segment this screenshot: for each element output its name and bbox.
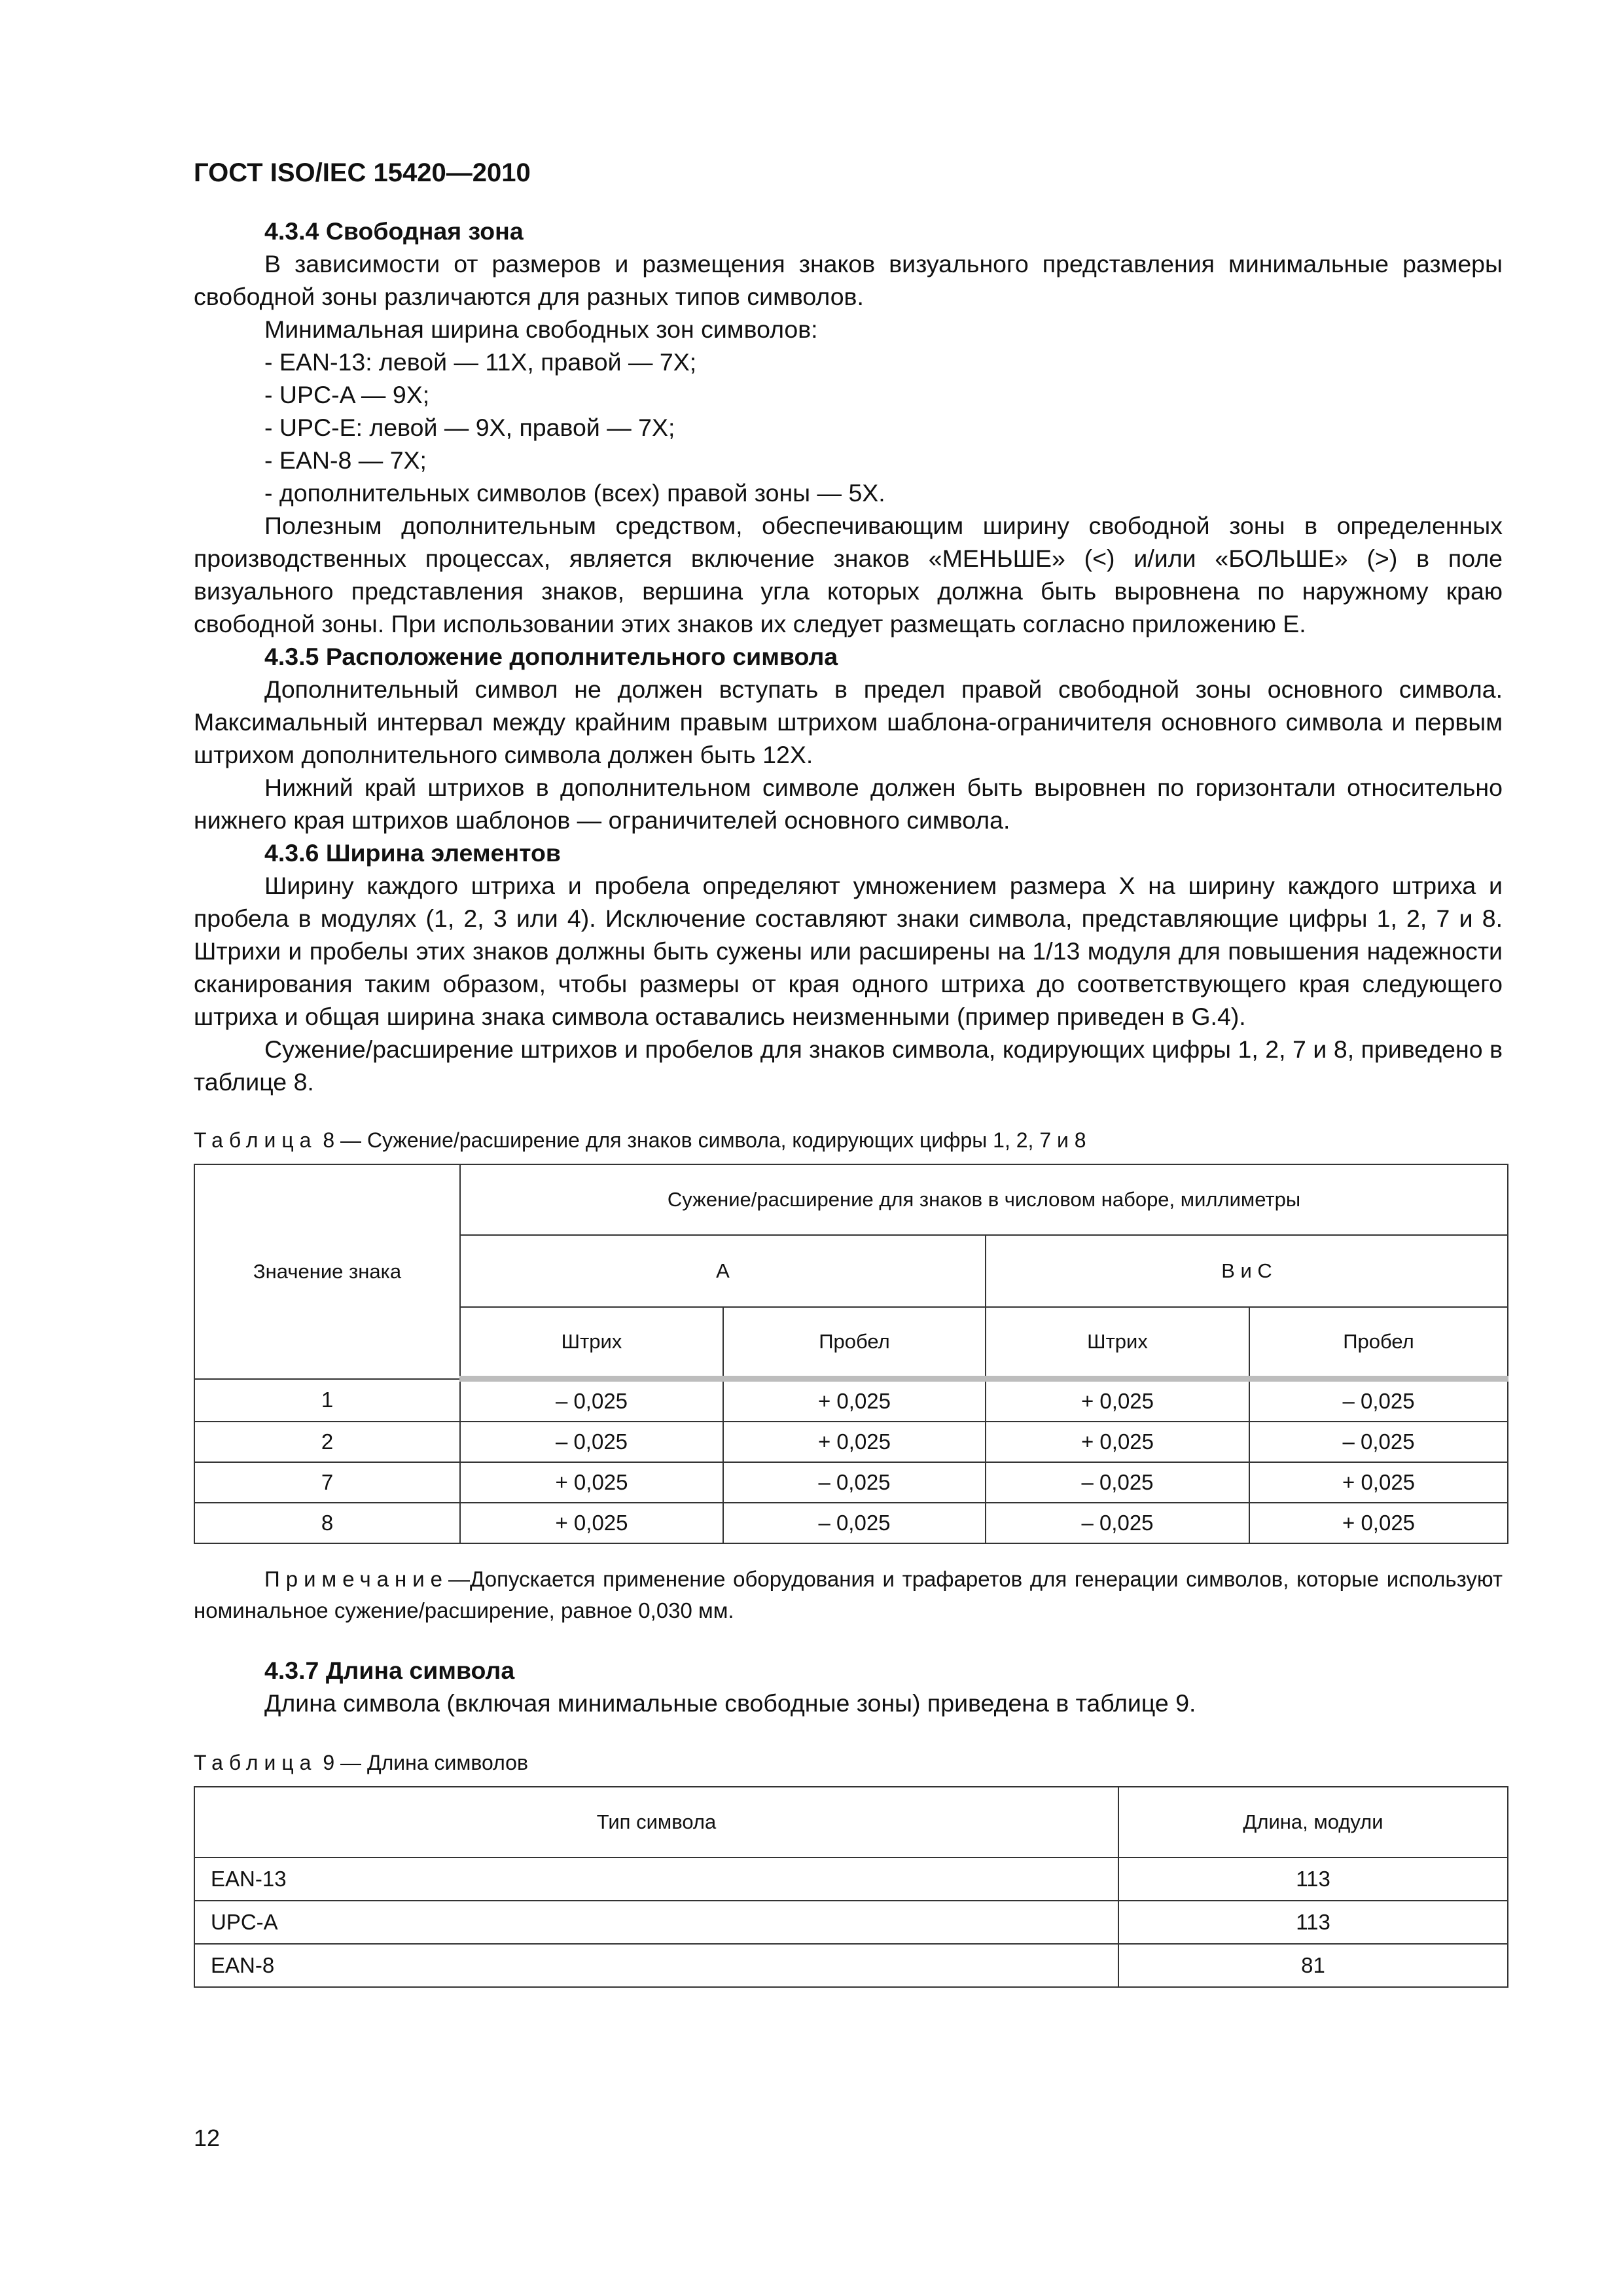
table-header-cell: Сужение/расширение для знаков в числовом наборе, миллиметры (460, 1164, 1508, 1235)
table-cell: 8 (194, 1503, 460, 1543)
table-cell: – 0,025 (1249, 1422, 1508, 1462)
table-header-cell: В и С (986, 1235, 1508, 1307)
section-heading: 4.3.7 Длина символа (264, 1657, 515, 1684)
table-8-caption (194, 1127, 1503, 1153)
list-item: - дополнительных символов (всех) правой зоны — 5X. (264, 479, 885, 507)
table-header-cell: Пробел (1249, 1307, 1508, 1379)
list-item: - UPC-A — 9X; (264, 381, 430, 408)
table-cell: – 0,025 (460, 1379, 723, 1422)
table-cell: + 0,025 (986, 1379, 1249, 1422)
section-4-3-5 (194, 640, 1503, 836)
section-4-3-7 (194, 1654, 1503, 1719)
page-number: 12 (194, 2125, 221, 2151)
table-cell: + 0,025 (723, 1422, 986, 1462)
paragraph: В зависимости от размеров и размещения знаков визуального представления минимальные размеры свободной зоны различаются для разных типов символов. (194, 250, 1503, 310)
table-row (194, 1944, 1508, 1987)
table-9 (194, 1786, 1508, 1988)
table-cell: – 0,025 (1249, 1379, 1508, 1422)
table-8 (194, 1164, 1508, 1544)
table-cell: – 0,025 (723, 1462, 986, 1503)
paragraph: Полезным дополнительным средством, обеспечивающим ширину свободной зоны в определенных производственных процессах, является включение знаков «МЕНЬШЕ» (<) и/или «БОЛЬШЕ» (>) в поле визуального представления знаков, вершина угла которых должна быть выровнена по наружному краю свободной зоны. При использовании этих знаков их следует размещать согласно приложению Е. (194, 512, 1503, 637)
table-cell: + 0,025 (460, 1462, 723, 1503)
paragraph: Нижний край штрихов в дополнительном символе должен быть выровнен по горизонтали относительно нижнего края штрихов шаблонов — ограничителей основного символа. (194, 774, 1503, 834)
table-cell: EAN-8 (194, 1944, 1118, 1987)
table-8-note (194, 1564, 1503, 1626)
paragraph: Сужение/расширение штрихов и пробелов для знаков символа, кодирующих цифры 1, 2, 7 и 8, приведено в таблице 8. (194, 1035, 1503, 1096)
table-cell: – 0,025 (986, 1462, 1249, 1503)
table-cell: + 0,025 (460, 1503, 723, 1543)
caption-text: 9 — Длина символов (317, 1751, 528, 1774)
section-heading: 4.3.6 Ширина элементов (264, 839, 561, 867)
document-header: ГОСТ ISO/IEC 15420—2010 (194, 158, 531, 187)
table-cell: – 0,025 (986, 1503, 1249, 1543)
table-row (194, 1462, 1508, 1503)
table-header-cell: Длина, модули (1118, 1787, 1508, 1857)
table-cell: 1 (194, 1379, 460, 1422)
table-row (194, 1857, 1508, 1901)
table-cell: + 0,025 (723, 1379, 986, 1422)
section-4-3-6 (194, 836, 1503, 1098)
table-cell: 113 (1118, 1857, 1508, 1901)
list-item: - EAN-13: левой — 11X, правой — 7X; (264, 348, 697, 376)
table-cell: + 0,025 (1249, 1462, 1508, 1503)
paragraph: Длина символа (включая минимальные свободные зоны) приведена в таблице 9. (264, 1689, 1196, 1717)
table-header-cell: Штрих (986, 1307, 1249, 1379)
table-cell: 2 (194, 1422, 460, 1462)
caption-word: Таблица (194, 1751, 317, 1774)
section-4-3-4 (194, 215, 1503, 640)
table-9-caption (194, 1749, 1503, 1776)
table-cell: – 0,025 (723, 1503, 986, 1543)
note-text: —Допускается применение оборудования и трафаретов для генерации символов, которые используют номинальное сужение/расширение, равное 0,030 мм. (194, 1567, 1503, 1623)
table-cell: EAN-13 (194, 1857, 1118, 1901)
table-row (194, 1901, 1508, 1944)
table-cell: 113 (1118, 1901, 1508, 1944)
table-header-cell: Пробел (723, 1307, 986, 1379)
table-row (194, 1379, 1508, 1422)
table-cell: + 0,025 (986, 1422, 1249, 1462)
caption-text: 8 — Сужение/расширение для знаков символа, кодирующих цифры 1, 2, 7 и 8 (317, 1128, 1086, 1152)
table-cell: + 0,025 (1249, 1503, 1508, 1543)
table-header-cell: А (460, 1235, 986, 1307)
table-cell: UPC-A (194, 1901, 1118, 1944)
list-item: - UPC-E: левой — 9X, правой — 7X; (264, 414, 675, 441)
table-row (194, 1422, 1508, 1462)
section-heading: 4.3.4 Свободная зона (264, 217, 524, 245)
paragraph: Минимальная ширина свободных зон символов: (264, 315, 818, 343)
paragraph: Ширину каждого штриха и пробела определяют умножением размера X на ширину каждого штриха и пробела в модулях (1, 2, 3 или 4). Исключение составляют знаки символа, представляющие цифры 1, 2, 7 и 8. Штрихи и пробелы этих знаков должны быть сужены или расширены на 1/13 модуля для повышения надежности сканирования таким образом, чтобы размеры от края одного штриха до соответствующего края следующего штриха и общая ширина знака символа оставались неизменными (пример приведен в G.4). (194, 872, 1503, 1030)
table-row (194, 1503, 1508, 1543)
table-cell: – 0,025 (460, 1422, 723, 1462)
note-label: Примечание (264, 1567, 449, 1591)
table-header-cell: Штрих (460, 1307, 723, 1379)
caption-word: Таблица (194, 1128, 317, 1152)
document-page (194, 157, 1503, 1988)
table-cell: 81 (1118, 1944, 1508, 1987)
paragraph: Дополнительный символ не должен вступать в предел правой свободной зоны основного символа. Максимальный интервал между крайним правым штрихом шаблона-ограничителя основного символа и первым штрихом дополнительного символа должен быть 12X. (194, 675, 1503, 768)
table-cell: 7 (194, 1462, 460, 1503)
table-header-cell: Тип символа (194, 1787, 1118, 1857)
section-heading: 4.3.5 Расположение дополнительного символа (264, 643, 838, 670)
table-header-cell: Значение знака (194, 1164, 460, 1379)
list-item: - EAN-8 — 7X; (264, 446, 427, 474)
